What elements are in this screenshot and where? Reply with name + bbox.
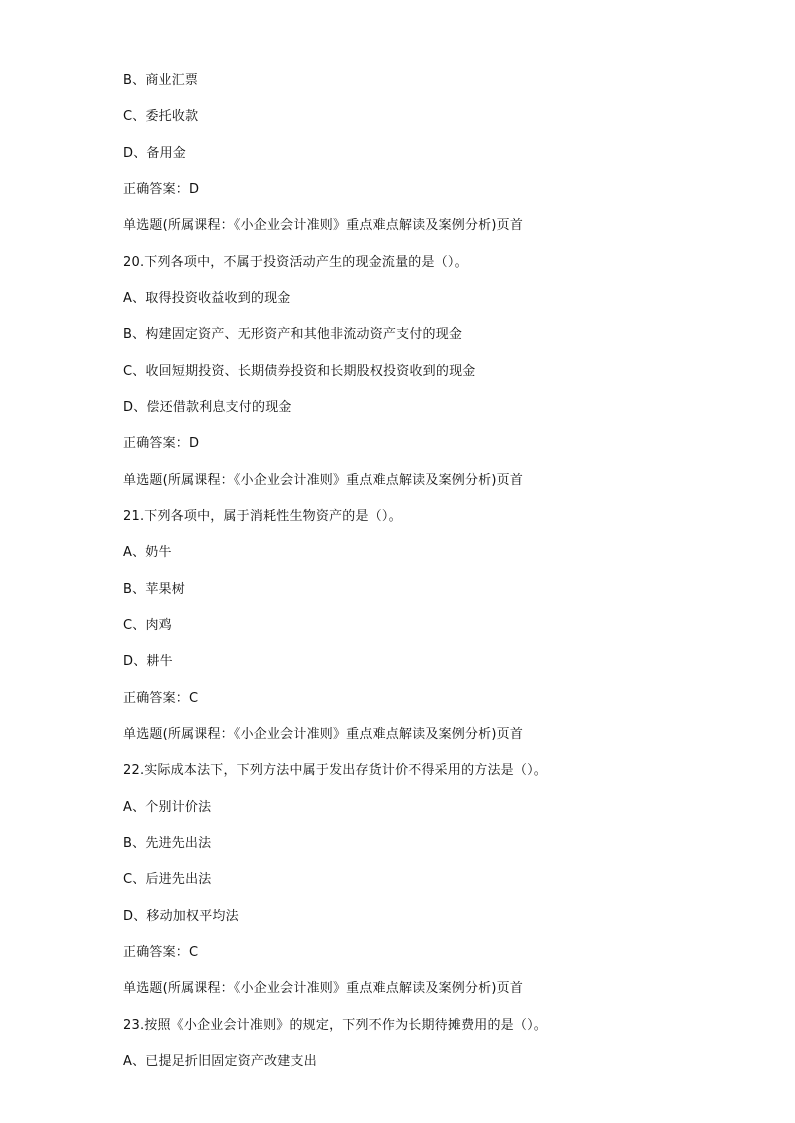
question-type-label: 单选题(所属课程：《小企业会计准则》重点难点解读及案例分析)页首 (123, 473, 524, 488)
question-type-label: 单选题(所属课程：《小企业会计准则》重点难点解读及案例分析)页首 (123, 218, 524, 233)
option-b: B、商业汇票 (123, 73, 199, 88)
question-22: 22.实际成本法下，下列方法中属于发出存货计价不得采用的方法是（）。 (123, 763, 547, 778)
option-b: B、构建固定资产、无形资产和其他非流动资产支付的现金 (123, 327, 463, 342)
option-c: C、委托收款 (123, 109, 199, 124)
option-b: B、苹果树 (123, 582, 185, 597)
option-a: A、个别计价法 (123, 800, 212, 815)
option-a: A、取得投资收益收到的现金 (123, 291, 291, 306)
option-c: C、后进先出法 (123, 872, 212, 887)
correct-answer: 正确答案：C (123, 691, 199, 706)
option-a: A、奶牛 (123, 545, 172, 560)
option-b: B、先进先出法 (123, 836, 212, 851)
question-type-label: 单选题(所属课程：《小企业会计准则》重点难点解读及案例分析)页首 (123, 981, 524, 996)
correct-answer: 正确答案：D (123, 182, 200, 197)
option-a: A、已提足折旧固定资产改建支出 (123, 1054, 317, 1069)
option-d: D、移动加权平均法 (123, 909, 239, 924)
option-d: D、备用金 (123, 146, 187, 161)
option-d: D、偿还借款利息支付的现金 (123, 400, 292, 415)
option-c: C、收回短期投资、长期债券投资和长期股权投资收到的现金 (123, 364, 476, 379)
correct-answer: 正确答案：C (123, 945, 199, 960)
question-20: 20.下列各项中，不属于投资活动产生的现金流量的是（）。 (123, 255, 468, 270)
option-d: D、耕牛 (123, 654, 173, 669)
question-21: 21.下列各项中，属于消耗性生物资产的是（）。 (123, 509, 402, 524)
option-c: C、肉鸡 (123, 618, 172, 633)
question-type-label: 单选题(所属课程：《小企业会计准则》重点难点解读及案例分析)页首 (123, 727, 524, 742)
correct-answer: 正确答案：D (123, 436, 200, 451)
question-23: 23.按照《小企业会计准则》的规定，下列不作为长期待摊费用的是（）。 (123, 1018, 547, 1033)
